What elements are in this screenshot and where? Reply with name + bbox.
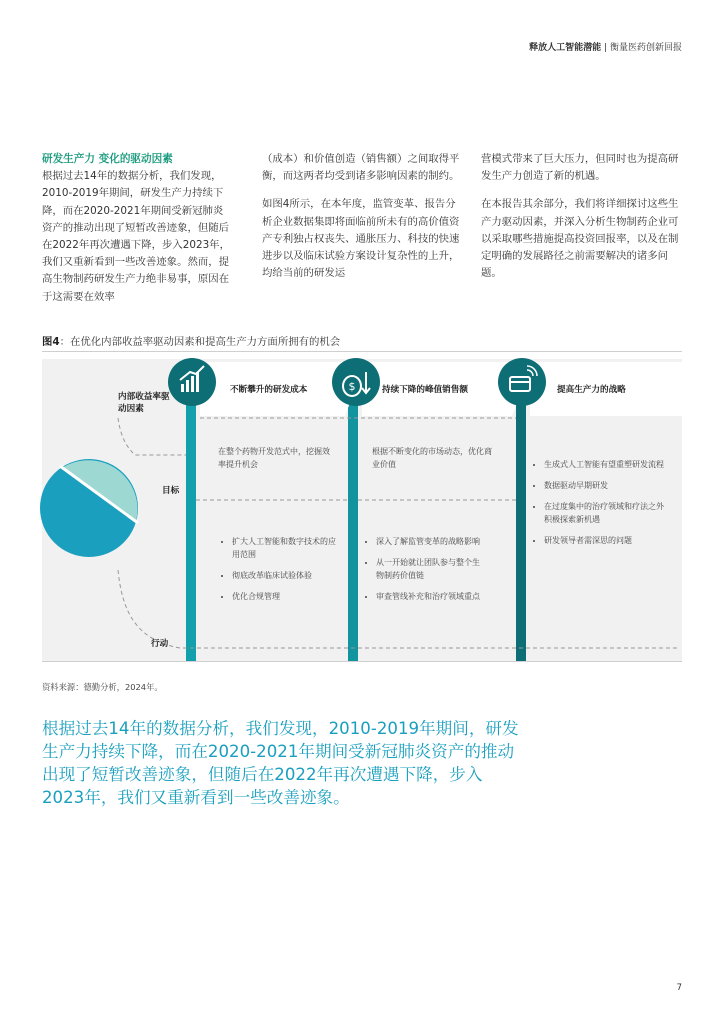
list-item: • 审查管线补充和治疗领域重点 — [376, 590, 484, 603]
goal-column-1: 在整个药物开发范式中，挖掘效率提升机会 — [218, 447, 330, 469]
figure-label: 图4 — [42, 336, 60, 348]
header-separator: | — [604, 43, 608, 53]
strategy-column — [530, 458, 670, 555]
row-label-actions: 行动 — [151, 639, 169, 649]
list-item: • 在过度集中的治疗领域和疗法之外积极探索新机遇 — [544, 500, 670, 526]
list-item: • 优化合规管理 — [232, 590, 342, 603]
col2-paragraph-1: （成本）和价值创造（销售额）之间取得平衡，而这两者均受到诸多影响因素的制约。 — [262, 153, 460, 183]
col1-paragraph: 根据过去14年的数据分析，我们发现，2010-2019年期间，研发生产力持续下降，而在2020-2021年期间受新冠肺炎资产的推动出现了短暂改善迹象，但随后在2022年再次遭遇下降，步入2023年，我们又重新看到一些改善迹象。然而，提高生物制药研发生产力绝非易事，原因在于这需要在效率 — [42, 170, 230, 303]
goal-column-2: 根据不断变化的市场动态，优化商业价值 — [372, 447, 492, 469]
row-label-drivers: 内部收益率驱动因素 — [118, 392, 170, 414]
guide-line-drivers-curve — [118, 418, 186, 455]
figure-bottom-rule — [42, 661, 682, 662]
list-item: • 彻底改革临床试验体验 — [232, 569, 342, 582]
figure-source: 资料来源：德勤分析，2024年。 — [42, 682, 163, 692]
col2-paragraph-2: 如图4所示，在本年度，监管变革、报告分析企业数据集即将面临前所未有的高价值资产专利独占权丧失、通胀压力、科技的快速进步以及临床试验方案设计复杂性的上升，均给当前的研发运 — [262, 198, 460, 280]
list-item: • 数据驱动早期研发 — [544, 479, 670, 492]
list-item: • 从一开始就让团队参与整个生物制药价值链 — [376, 556, 484, 582]
column-title-1: 不断攀升的研发成本 — [230, 385, 308, 395]
section-heading: 研发生产力 变化的驱动因素 — [42, 153, 173, 165]
wireless-card-icon — [498, 358, 546, 406]
money-bag-down-icon — [332, 358, 380, 406]
col3-paragraph-1: 营模式带来了巨大压力，但同时也为提高研发生产力创造了新的机遇。 — [481, 153, 679, 183]
col3-paragraph-2: 在本报告其余部分，我们将详细探讨这些生产力驱动因素，并深入分析生物制药企业可以采取哪些措施提高投资回报率，以及在制定明确的发展路径之前需要解决的诸多问题。 — [481, 198, 679, 280]
column-title-2: 持续下降的峰值销售额 — [382, 385, 468, 395]
list-item: • 深入了解监管变革的战略影响 — [376, 535, 484, 548]
list-item: • 研发领导者需深思的问题 — [544, 534, 670, 547]
column-title-3: 提高生产力的战略 — [557, 385, 626, 395]
actions-column-2 — [362, 535, 484, 611]
row-label-goals: 目标 — [162, 486, 180, 496]
figure-title: ：在优化内部收益率驱动因素和提高生产力方面所拥有的机会 — [59, 336, 341, 348]
header-title: 释放人工智能潜能 — [529, 43, 602, 53]
list-item: • 生成式人工智能有望重塑研发流程 — [544, 458, 670, 471]
chart-growth-icon — [168, 358, 216, 406]
page-number: 7 — [676, 983, 682, 993]
svg-text:$: $ — [348, 380, 356, 393]
irr-circle — [40, 459, 138, 557]
header-subtitle: 衡量医药创新回报 — [609, 43, 682, 53]
actions-column-1 — [218, 535, 342, 611]
pull-quote: 根据过去14年的数据分析，我们发现，2010-2019年期间，研发生产力持续下降，而在2020-2021年期间受新冠肺炎资产的推动出现了短暂改善迹象，但随后在2022年再次遭遇下降，步入2023年，我们又重新看到一些改善迹象。 — [42, 719, 519, 807]
list-item: • 扩大人工智能和数字技术的应用范围 — [232, 535, 342, 561]
